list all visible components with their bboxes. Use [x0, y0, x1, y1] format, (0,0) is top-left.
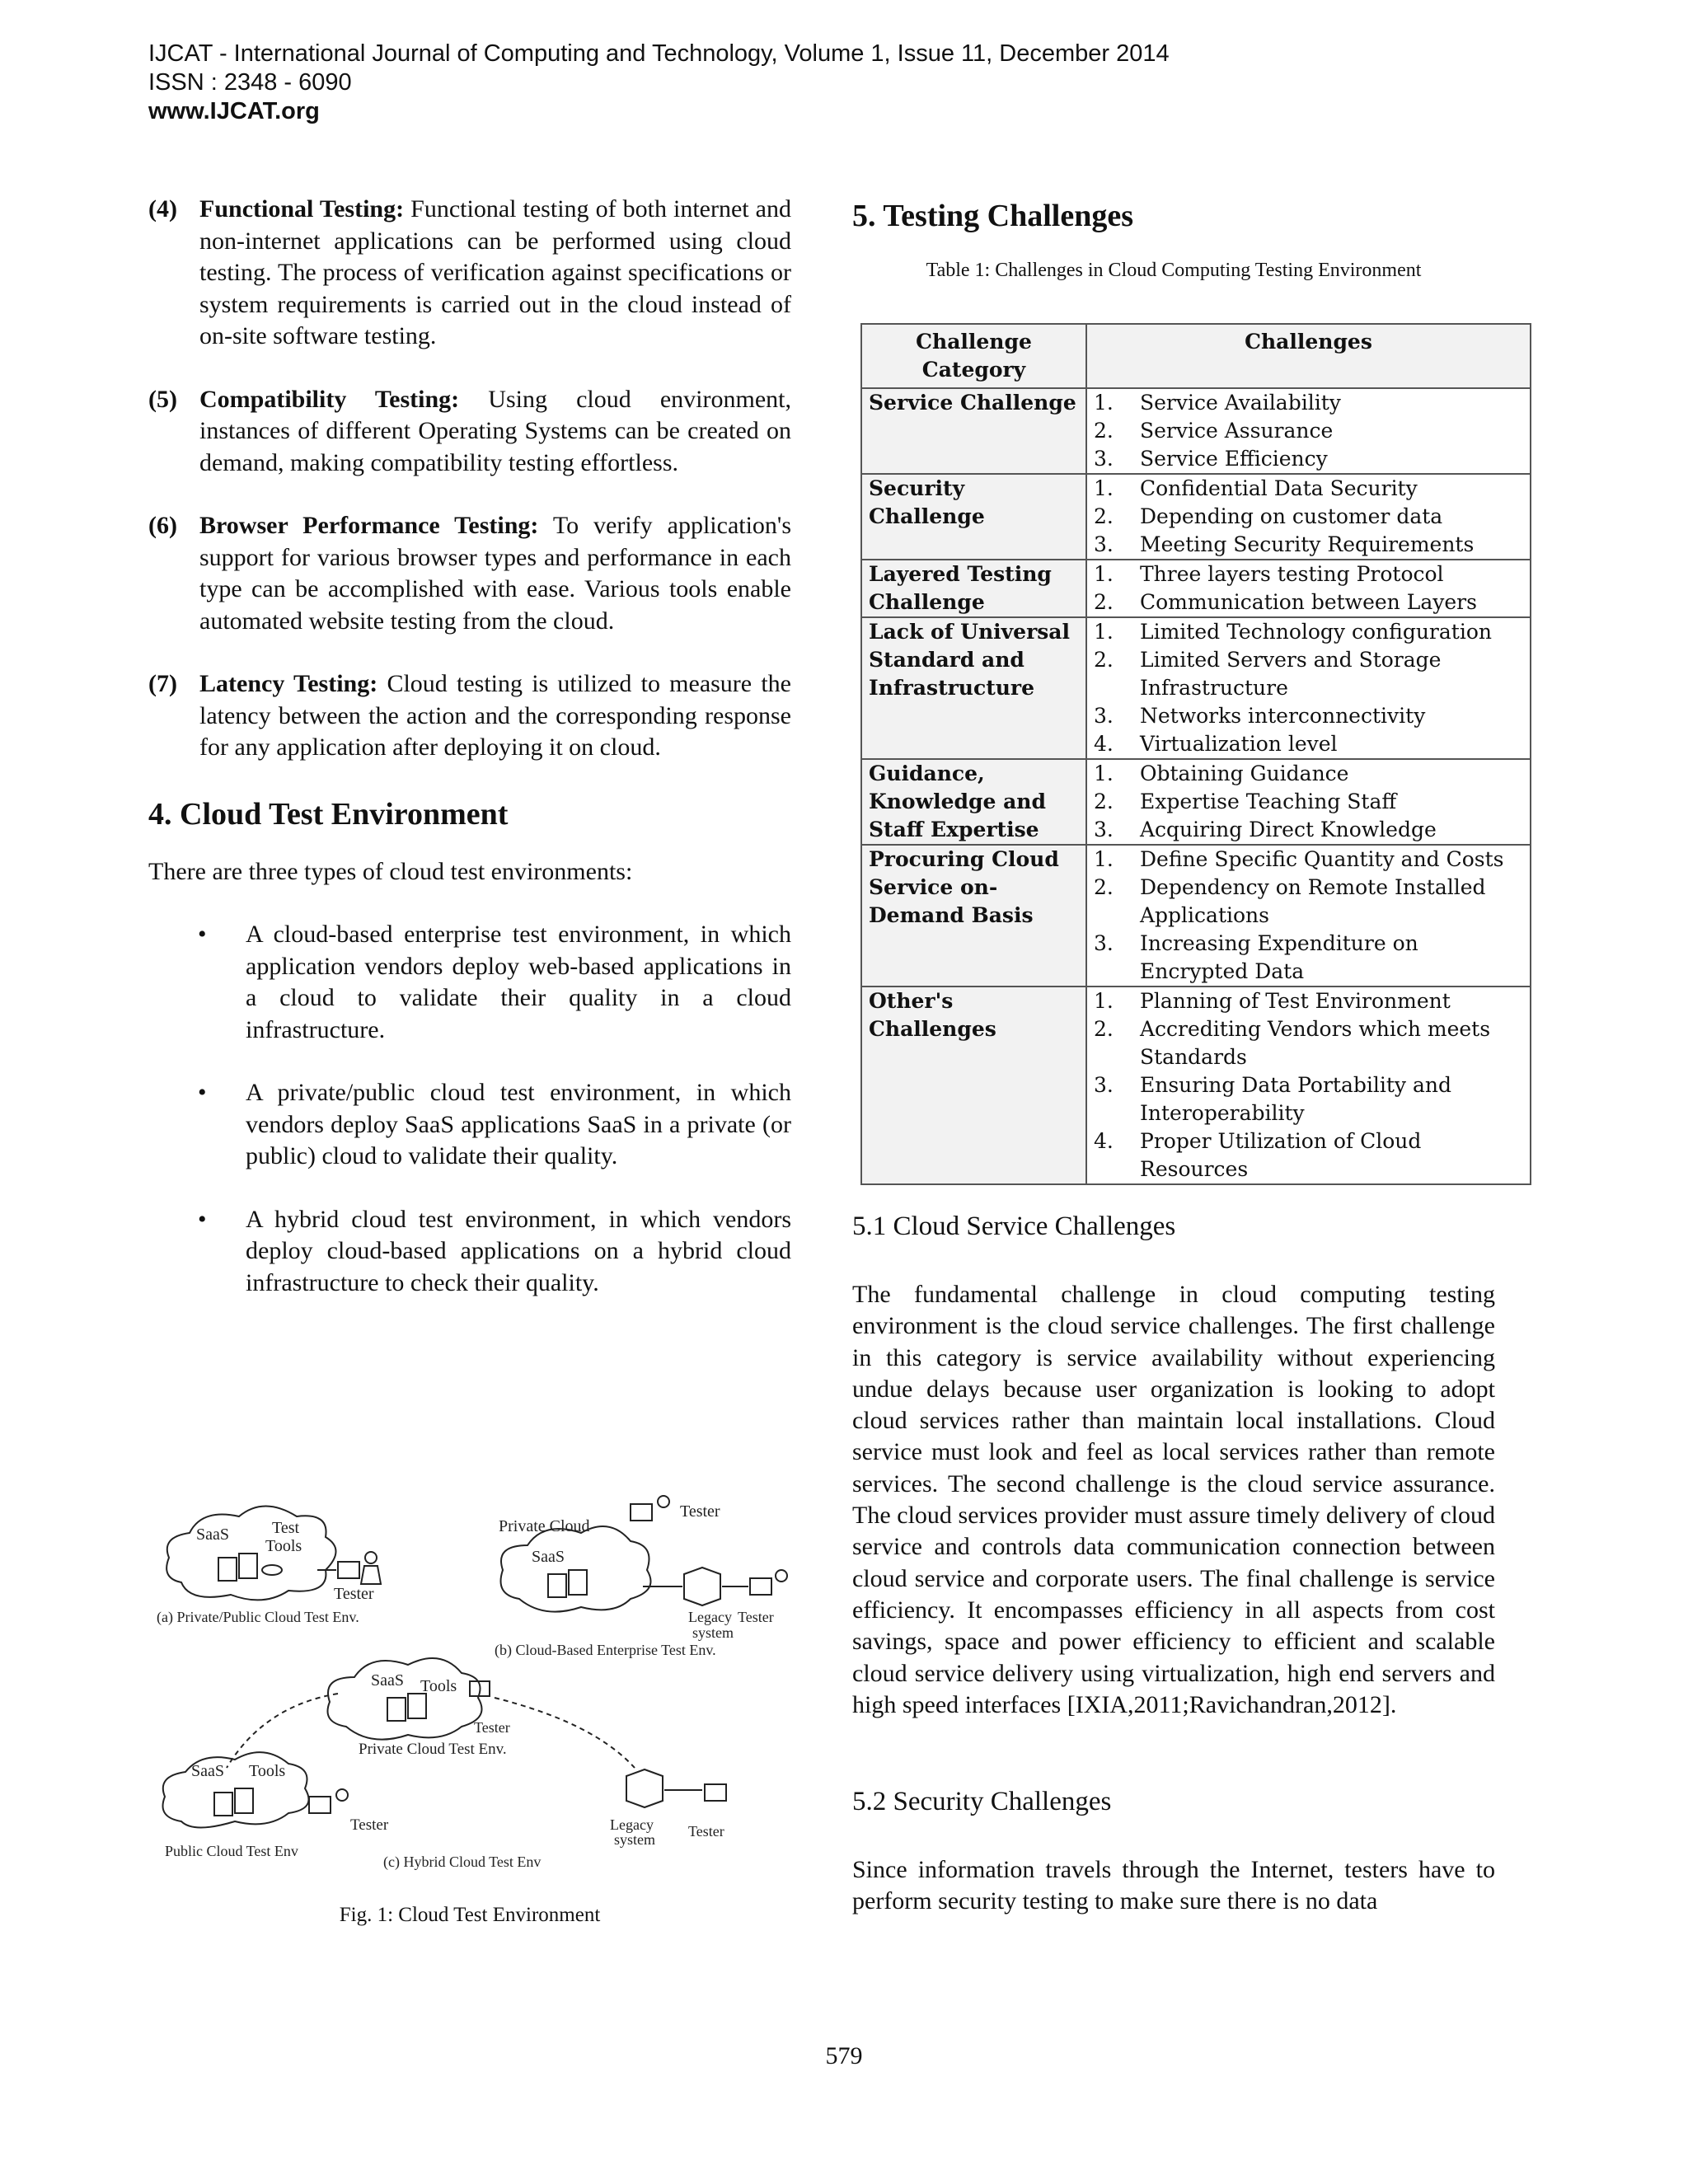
- challenge-text: Acquiring Direct Knowledge: [1140, 818, 1437, 841]
- bullet-icon: •: [198, 1079, 207, 1106]
- tester-body-icon: [361, 1566, 381, 1584]
- challenge-text: Obtaining Guidance: [1140, 762, 1349, 785]
- challenge-text: Ensuring Data Portability and Interoperability: [1140, 1073, 1452, 1125]
- challenge-list: [1094, 760, 1523, 844]
- label-legacy: Legacy: [688, 1609, 732, 1625]
- server-icon: [548, 1574, 566, 1597]
- tester-head-icon: [336, 1789, 348, 1801]
- challenges-cell: [1086, 617, 1531, 759]
- challenge-item: [1094, 445, 1523, 473]
- bullet-icon: •: [198, 1205, 207, 1233]
- server-icon: [214, 1793, 232, 1816]
- challenge-text: Define Specific Quantity and Costs: [1140, 847, 1504, 871]
- challenge-text: Limited Technology configuration: [1140, 620, 1492, 644]
- table-header-row: [861, 324, 1531, 388]
- category-cell: Layered Testing Challenge: [861, 560, 1086, 617]
- figure-caption: Fig. 1: Cloud Test Environment: [339, 1904, 601, 1926]
- challenge-list: [1094, 560, 1523, 616]
- server-icon: [239, 1554, 257, 1578]
- challenge-text: Increasing Expenditure on Encrypted Data: [1140, 931, 1418, 983]
- challenge-item: [1094, 588, 1523, 616]
- label-tester: Tester: [350, 1816, 389, 1834]
- label-tester: Tester: [334, 1585, 374, 1603]
- computer-icon: [750, 1578, 771, 1595]
- table-row: [861, 560, 1531, 617]
- challenge-list: [1094, 475, 1523, 559]
- challenges-cell: [1086, 987, 1531, 1184]
- server-icon: [235, 1788, 253, 1813]
- label-saas: SaaS: [196, 1526, 229, 1544]
- challenge-list: [1094, 389, 1523, 473]
- bullet-item: [148, 1204, 791, 1300]
- label-tools: Tools: [420, 1677, 457, 1695]
- header-challenges: Challenges: [1086, 324, 1531, 388]
- server-icon: [218, 1558, 237, 1581]
- challenge-item: [1094, 788, 1523, 816]
- page-number: 579: [825, 2042, 863, 2069]
- connector-arrow: [227, 1694, 338, 1768]
- item-title: Browser Performance Testing:: [199, 512, 539, 539]
- server-icon: [569, 1570, 587, 1595]
- challenge-item: [1094, 646, 1523, 702]
- bullet-item: [148, 919, 791, 1046]
- label-tester: Tester: [738, 1609, 774, 1625]
- list-item: [148, 384, 791, 480]
- label-saas: SaaS: [191, 1762, 224, 1780]
- challenges-cell: [1086, 845, 1531, 987]
- caption-b: (b) Cloud-Based Enterprise Test Env.: [495, 1642, 716, 1658]
- label-private-cloud-env: Private Cloud Test Env.: [359, 1741, 507, 1758]
- challenge-number: 3.: [1094, 532, 1114, 556]
- challenge-item: [1094, 531, 1523, 559]
- cloud-test-environment-figure: [148, 1475, 808, 1879]
- item-body: [199, 510, 791, 637]
- category-cell: Security Challenge: [861, 474, 1086, 560]
- table-row: [861, 474, 1531, 560]
- challenge-text: Virtualization level: [1140, 732, 1338, 756]
- challenge-number: 3.: [1094, 931, 1114, 955]
- challenge-item: [1094, 618, 1523, 646]
- challenge-number: 3.: [1094, 1073, 1114, 1097]
- challenge-number: 3.: [1094, 818, 1114, 841]
- server-icon: [387, 1698, 406, 1721]
- legacy-system-icon: [684, 1568, 720, 1605]
- challenge-number: 2.: [1094, 504, 1114, 528]
- server-icon: [408, 1694, 426, 1718]
- paragraph: Since information travels through the Internet, testers have to perform security testing to make sure there is no data: [852, 1856, 1495, 1915]
- paragraph: The fundamental challenge in cloud computing testing environment is the cloud service challenges. The first challenge in this category is service availability without experiencing undue delays because user organization is looking to adopt cloud services rather than maintain local installations. Cloud service must look and feel as local services rather than remote services. The second challenge is the cloud service assurance. The cloud services provider must assure timely delivery of cloud service and controls data communication connection between cloud service and corporate users. The final challenge is service efficiency. It encompasses efficiency in all aspects from cost savings, space and power efficiency to efficient and scalable cloud service delivery using virtualization, high end servers and high speed interfaces [IXIA,2011;Ravichandran,2012].: [852, 1281, 1495, 1718]
- tester-head-icon: [365, 1552, 377, 1563]
- legacy-system-icon: [626, 1769, 663, 1807]
- item-body: [199, 384, 791, 480]
- challenge-text: Three layers testing Protocol: [1140, 562, 1444, 586]
- challenge-number: 2.: [1094, 419, 1114, 443]
- challenge-item: [1094, 730, 1523, 758]
- item-title: Compatibility Testing:: [199, 385, 460, 413]
- challenge-text: Networks interconnectivity: [1140, 704, 1426, 728]
- label-saas: SaaS: [532, 1548, 565, 1566]
- subsection-heading: 5.1 Cloud Service Challenges: [852, 1212, 1176, 1241]
- connector-arrow: [495, 1698, 635, 1768]
- challenge-number: 4.: [1094, 732, 1114, 756]
- challenge-item: [1094, 816, 1523, 844]
- label-tools: Tools: [265, 1537, 302, 1555]
- caption-c: (c) Hybrid Cloud Test Env: [383, 1854, 542, 1870]
- label-tester: Tester: [688, 1823, 724, 1840]
- tester-head-icon: [776, 1570, 787, 1582]
- challenge-number: 1.: [1094, 562, 1114, 586]
- challenge-number: 3.: [1094, 447, 1114, 471]
- challenge-text: Proper Utilization of Cloud Resources: [1140, 1129, 1422, 1181]
- item-body: [199, 668, 791, 764]
- challenge-list: [1094, 618, 1523, 758]
- challenge-item: [1094, 846, 1523, 874]
- header-category: Challenge Category: [861, 324, 1086, 388]
- journal-url[interactable]: www.IJCAT.org: [148, 98, 320, 124]
- table-row: [861, 388, 1531, 474]
- computer-icon: [705, 1784, 726, 1801]
- challenge-item: [1094, 702, 1523, 730]
- category-cell: Lack of Universal Standard and Infrastructure: [861, 617, 1086, 759]
- challenge-text: Dependency on Remote Installed Applications: [1140, 875, 1486, 927]
- challenge-text: Confidential Data Security: [1140, 476, 1418, 500]
- challenge-item: [1094, 475, 1523, 503]
- bullet-text: A hybrid cloud test environment, in which vendors deploy cloud-based applications on a hybrid cloud infrastructure to check their quality.: [246, 1205, 791, 1296]
- challenge-number: 1.: [1094, 847, 1114, 871]
- table-row: [861, 845, 1531, 987]
- item-text: Functional testing of both internet and non-internet applications can be performed using cloud testing. The process of verification against specifications or system requirements is carried out in the cloud instead of on-site software testing.: [199, 195, 791, 349]
- challenge-item: [1094, 760, 1523, 788]
- bullet-text: A cloud-based enterprise test environment, in which application vendors deploy web-based applications in a cloud to validate their quality in a cloud infrastructure.: [246, 921, 791, 1043]
- challenge-number: 2.: [1094, 648, 1114, 672]
- item-number: (4): [148, 195, 177, 223]
- challenges-cell: [1086, 759, 1531, 845]
- item-title: Latency Testing:: [199, 670, 378, 697]
- label-tester: Tester: [474, 1719, 510, 1736]
- challenge-item: [1094, 417, 1523, 445]
- challenge-number: 2.: [1094, 790, 1114, 813]
- challenge-number: 4.: [1094, 1129, 1114, 1153]
- cloud-shape: [501, 1526, 651, 1612]
- challenge-text: Communication between Layers: [1140, 590, 1477, 614]
- challenge-text: Limited Servers and Storage Infrastructure: [1140, 648, 1442, 700]
- computer-icon: [631, 1504, 652, 1521]
- challenge-item: [1094, 1071, 1523, 1127]
- item-number: (5): [148, 385, 177, 413]
- label-public-cloud-env: Public Cloud Test Env: [165, 1843, 298, 1859]
- journal-title: IJCAT - International Journal of Computing and Technology, Volume 1, Issue 11, December 2014: [148, 40, 1170, 67]
- challenge-item: [1094, 389, 1523, 417]
- challenge-number: 3.: [1094, 704, 1114, 728]
- challenge-item: [1094, 1127, 1523, 1183]
- section-heading: 4. Cloud Test Environment: [148, 796, 509, 832]
- computer-icon: [309, 1797, 331, 1813]
- list-item: [148, 510, 791, 637]
- challenges-cell: [1086, 474, 1531, 560]
- subsection-heading: 5.2 Security Challenges: [852, 1787, 1112, 1816]
- table-caption: Table 1: Challenges in Cloud Computing Testing Environment: [926, 260, 1422, 281]
- label-legacy: Legacy: [610, 1816, 654, 1833]
- table-row: [861, 987, 1531, 1184]
- item-title: Functional Testing:: [199, 195, 405, 223]
- item-text: To verify application's support for various browser types and performance in each type can be accomplished with ease. Various tools enable automated website testing from the cloud.: [199, 512, 792, 635]
- category-cell: Other's Challenges: [861, 987, 1086, 1184]
- item-text: Cloud testing is utilized to measure the latency between the action and the corresponding response for any application after deploying it on cloud.: [199, 670, 791, 761]
- challenge-item: [1094, 1015, 1523, 1071]
- challenge-text: Service Assurance: [1140, 419, 1334, 443]
- challenge-number: 1.: [1094, 620, 1114, 644]
- section-intro: There are three types of cloud test environments:: [148, 857, 633, 885]
- challenge-number: 1.: [1094, 989, 1114, 1013]
- label-saas: SaaS: [371, 1671, 404, 1690]
- computer-icon: [338, 1562, 359, 1578]
- challenge-item: [1094, 930, 1523, 986]
- item-body: [199, 194, 791, 353]
- challenge-list: [1094, 846, 1523, 986]
- challenge-number: 2.: [1094, 875, 1114, 899]
- challenge-item: [1094, 987, 1523, 1015]
- table-row: [861, 617, 1531, 759]
- caption-a: (a) Private/Public Cloud Test Env.: [157, 1609, 359, 1625]
- journal-issn: ISSN : 2348 - 6090: [148, 69, 352, 96]
- category-cell: Guidance, Knowledge and Staff Expertise: [861, 759, 1086, 845]
- challenge-number: 2.: [1094, 590, 1114, 614]
- challenge-text: Depending on customer data: [1140, 504, 1443, 528]
- label-system: system: [614, 1831, 656, 1848]
- label-private-cloud: Private Cloud: [499, 1517, 590, 1535]
- label-tester: Tester: [680, 1502, 720, 1521]
- item-number: (7): [148, 670, 177, 697]
- challenge-item: [1094, 560, 1523, 588]
- challenges-table: [860, 323, 1531, 1185]
- challenge-item: [1094, 874, 1523, 930]
- tester-head-icon: [658, 1496, 669, 1507]
- bullet-item: [148, 1077, 791, 1173]
- category-cell: Procuring Cloud Service on-Demand Basis: [861, 845, 1086, 987]
- label-system: system: [692, 1624, 734, 1641]
- table-row: [861, 759, 1531, 845]
- challenge-text: Planning of Test Environment: [1140, 989, 1451, 1013]
- challenge-list: [1094, 987, 1523, 1183]
- challenge-number: 2.: [1094, 1017, 1114, 1041]
- challenges-cell: [1086, 560, 1531, 617]
- bullet-icon: •: [198, 921, 207, 948]
- list-item: [148, 194, 791, 353]
- item-number: (6): [148, 512, 177, 539]
- challenge-number: 1.: [1094, 476, 1114, 500]
- right-column: [852, 194, 1495, 328]
- challenges-cell: [1086, 388, 1531, 474]
- challenge-text: Expertise Teaching Staff: [1140, 790, 1397, 813]
- challenge-text: Meeting Security Requirements: [1140, 532, 1475, 556]
- journal-header: [148, 40, 1170, 126]
- bullet-text: A private/public cloud test environment, in which vendors deploy SaaS applications SaaS in a private (or public) cloud to validate their quality.: [246, 1079, 791, 1169]
- category-cell: Service Challenge: [861, 388, 1086, 474]
- database-icon: [262, 1565, 282, 1575]
- challenge-item: [1094, 503, 1523, 531]
- left-column: [148, 194, 791, 1330]
- challenge-text: Service Availability: [1140, 391, 1341, 415]
- label-tools: Tools: [249, 1762, 286, 1780]
- list-item: [148, 668, 791, 764]
- section-heading: 5. Testing Challenges: [852, 199, 1134, 233]
- challenge-text: Accrediting Vendors which meets Standards: [1140, 1017, 1491, 1069]
- label-test: Test: [272, 1519, 300, 1537]
- item-text: Using cloud environment, instances of different Operating Systems can be created on demand, making compatibility testing effortless.: [199, 385, 791, 476]
- challenge-number: 1.: [1094, 391, 1114, 415]
- challenge-number: 1.: [1094, 762, 1114, 785]
- challenge-text: Service Efficiency: [1140, 447, 1328, 471]
